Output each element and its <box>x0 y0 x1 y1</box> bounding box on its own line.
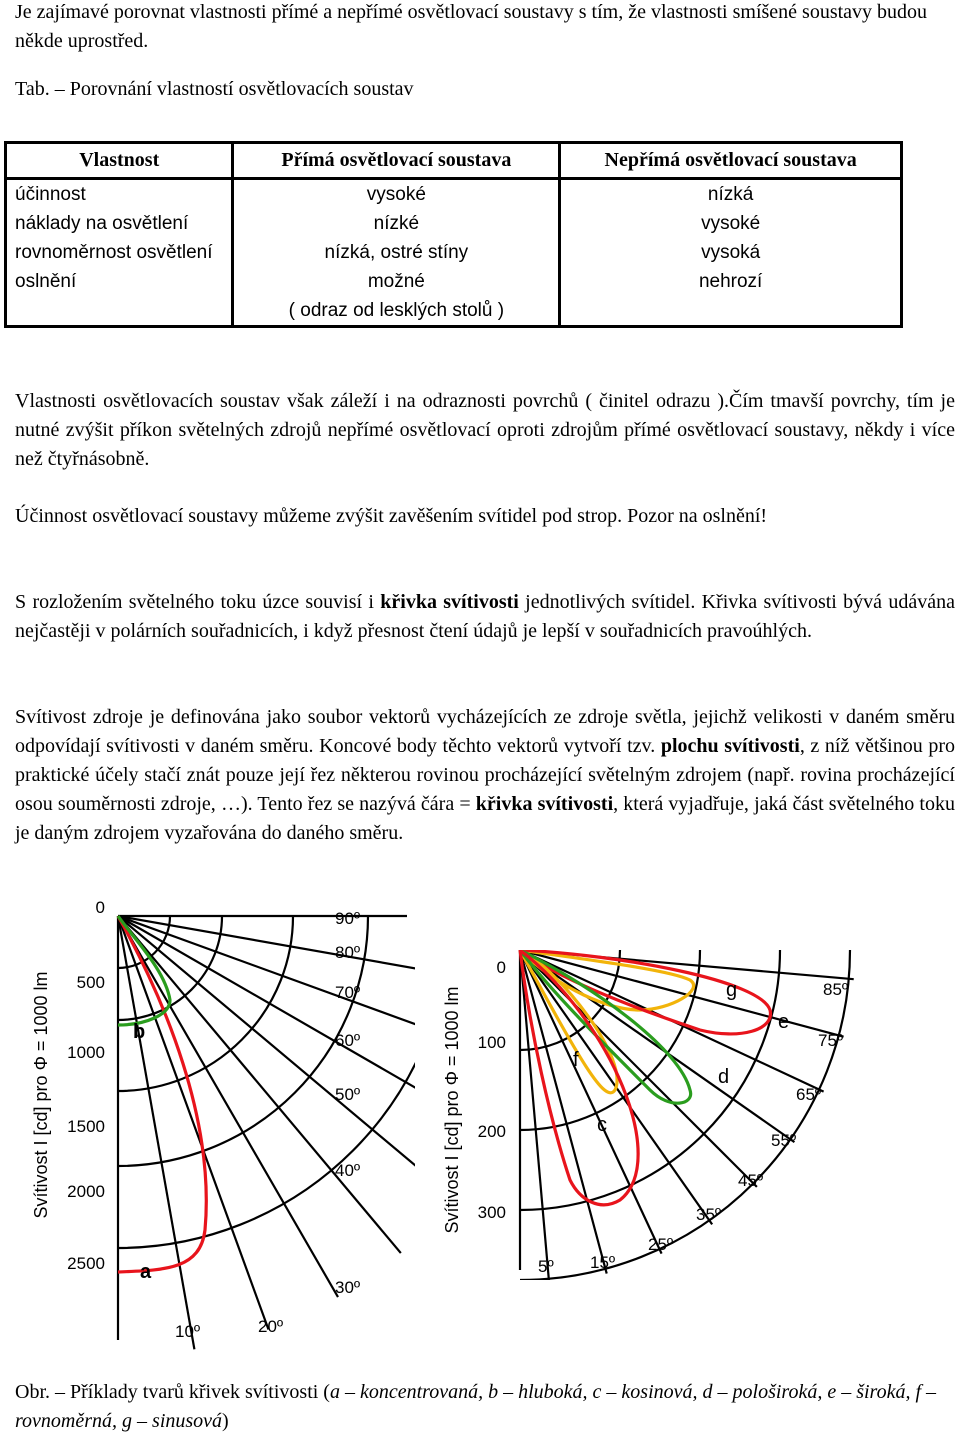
figure-caption: Obr. – Příklady tvarů křivek svítivosti (a – koncentrovaná, b – hluboká, c – kosinová, d – pološiroká, e – široká, f – rovnoměrná, g – sinusová) <box>15 1381 937 1432</box>
table-caption: Tab. – Porovnání vlastností osvětlovacích soustav <box>15 78 414 100</box>
curve-label: g <box>726 979 738 1001</box>
curve-label: a <box>140 1261 152 1283</box>
angle-label: 90º <box>335 909 361 928</box>
table-row <box>6 179 902 210</box>
angle-label: 50º <box>335 1085 361 1104</box>
angle-label: 20º <box>258 1317 284 1336</box>
axis-tick-label: 100 <box>477 1033 506 1052</box>
curve-label: d <box>718 1066 730 1088</box>
caption-item: d – pološiroká, <box>702 1381 828 1403</box>
table-cell: oslnění <box>6 267 233 327</box>
table-row <box>6 267 902 327</box>
table-cell: nízká, ostré stíny <box>233 238 560 267</box>
comparison-table <box>4 141 903 328</box>
paragraph-intensity-curve: S rozložením světelného toku úzce souvisí i křivka svítivosti jednotlivých svítidel. Křivka svítivosti bývá udávána nejčastěji v polárních souřadnicích, i když přesnost čtení údajů je lepší v souřadnicích pravoúhlých. <box>15 591 955 642</box>
table-cell: vysoká <box>560 238 902 267</box>
axis-tick-label: 2500 <box>67 1254 105 1273</box>
axis-title: Svítivost I [cd] pro Φ = 1000 lm <box>442 986 462 1234</box>
axis-tick-label: 500 <box>76 973 105 992</box>
axis-tick-label: 2000 <box>67 1182 105 1201</box>
angle-label: 45º <box>738 1171 764 1190</box>
angle-label: 60º <box>335 1031 361 1050</box>
table-cell: účinnost <box>6 179 233 210</box>
caption-item: f – rovnoměrná, <box>15 1381 937 1432</box>
term-intensity-curve: křivka svítivosti <box>475 793 614 815</box>
term-intensity-surface: plochu svítivosti <box>660 735 800 757</box>
grid-radial <box>520 950 794 1142</box>
curve-label: b <box>133 1021 146 1043</box>
caption-item: g – sinusová <box>122 1410 223 1432</box>
curve-label: c <box>597 1114 607 1136</box>
grid-radial <box>520 950 549 1280</box>
angle-label: 80º <box>335 943 361 962</box>
axis-tick-label: 300 <box>477 1203 506 1222</box>
paragraph-definition: Svítivost zdroje je definována jako soubor vektorů vycházejících ze zdroje světla, jejichž velikosti v daném směru odpovídají svítivosti v daném směru. Koncové body těchto vektorů vytvoří tzv. plochu svítivosti, z níž většinou pro praktické účely stačí znát pouze její řez některou rovinou procházející světelným zdrojem (např. rovina procházející osou souměrnosti zdroje, …). Tento řez se nazývá čára = křivka svítivosti, která vyjadřuje, jaká část světelného toku je daným zdrojem vyzařována do daného směru. <box>15 706 955 844</box>
axis-title: Svítivost I [cd] pro Φ = 1000 lm <box>31 971 51 1219</box>
paragraph-reflectance: Vlastnosti osvětlovacích soustav však záleží i na odraznosti povrchů ( činitel odrazu ).Čím tmavší povrchy, tím je nutné zvýšit příkon světelných zdrojů nepřímé osvětlovací oproti zdrojům přímé osvětlovací soustavy, někdy i více než čtyřnásobně. <box>15 390 955 470</box>
axis-tick-label: 1000 <box>67 1043 105 1062</box>
curve-label: f <box>573 1049 579 1071</box>
caption-item: a – koncentrovaná, <box>329 1381 489 1403</box>
curve-label: e <box>778 1011 790 1033</box>
table-cell: náklady na osvětlení <box>6 209 233 238</box>
table-header: Nepřímá osvětlovací soustava <box>560 143 902 179</box>
angle-label: 70º <box>335 983 361 1002</box>
angle-label: 35º <box>696 1205 722 1224</box>
caption-item: c – kosinová, <box>592 1381 703 1403</box>
polar-plot-narrow <box>15 900 415 1360</box>
axis-tick-label: 0 <box>95 900 105 917</box>
table-cell: nízké <box>233 209 560 238</box>
grid-radial <box>118 916 415 1199</box>
table-header: Vlastnost <box>6 143 233 179</box>
angle-label: 65º <box>796 1085 822 1104</box>
table-cell: nízká <box>560 179 902 210</box>
caption-item: e – široká, <box>827 1381 916 1403</box>
axis-tick-label: 1500 <box>67 1117 105 1136</box>
polar-plot-wide <box>440 950 880 1280</box>
angle-label: 40º <box>335 1161 361 1180</box>
grid-radial <box>118 916 415 1136</box>
angle-label: 75º <box>818 1031 844 1050</box>
table-row <box>6 209 902 238</box>
table-cell: rovnoměrnost osvětlení <box>6 238 233 267</box>
term-intensity-curve: křivka svítivosti <box>380 591 519 613</box>
angle-label: 10º <box>175 1322 201 1341</box>
axis-tick-label: 0 <box>496 958 506 977</box>
table-cell: nehrozí <box>560 267 902 327</box>
table-cell: vysoké <box>560 209 902 238</box>
intro-paragraph: Je zajímavé porovnat vlastnosti přímé a nepřímé osvětlovací soustavy s tím, že vlastnosti smíšené soustavy budou někde uprostřed. <box>15 1 928 52</box>
angle-label: 85º <box>823 980 849 999</box>
grid-arc <box>118 916 415 1248</box>
angle-label: 15º <box>590 1253 616 1272</box>
angle-label: 30º <box>335 1278 361 1297</box>
axis-tick-label: 200 <box>477 1122 506 1141</box>
table-cell: vysoké <box>233 179 560 210</box>
caption-item: b – hluboká, <box>488 1381 593 1403</box>
angle-label: 5º <box>538 1257 554 1276</box>
angle-label: 55º <box>771 1131 797 1150</box>
table-cell: možné ( odraz od lesklých stolů ) <box>233 267 560 327</box>
intensity-curves-figure <box>0 900 960 1360</box>
angle-label: 25º <box>648 1235 674 1254</box>
table-header: Přímá osvětlovací soustava <box>233 143 560 179</box>
paragraph-efficiency: Účinnost osvětlovací soustavy můžeme zvýšit zavěšením svítidel pod strop. Pozor na oslnění! <box>15 505 768 527</box>
table-row <box>6 238 902 267</box>
